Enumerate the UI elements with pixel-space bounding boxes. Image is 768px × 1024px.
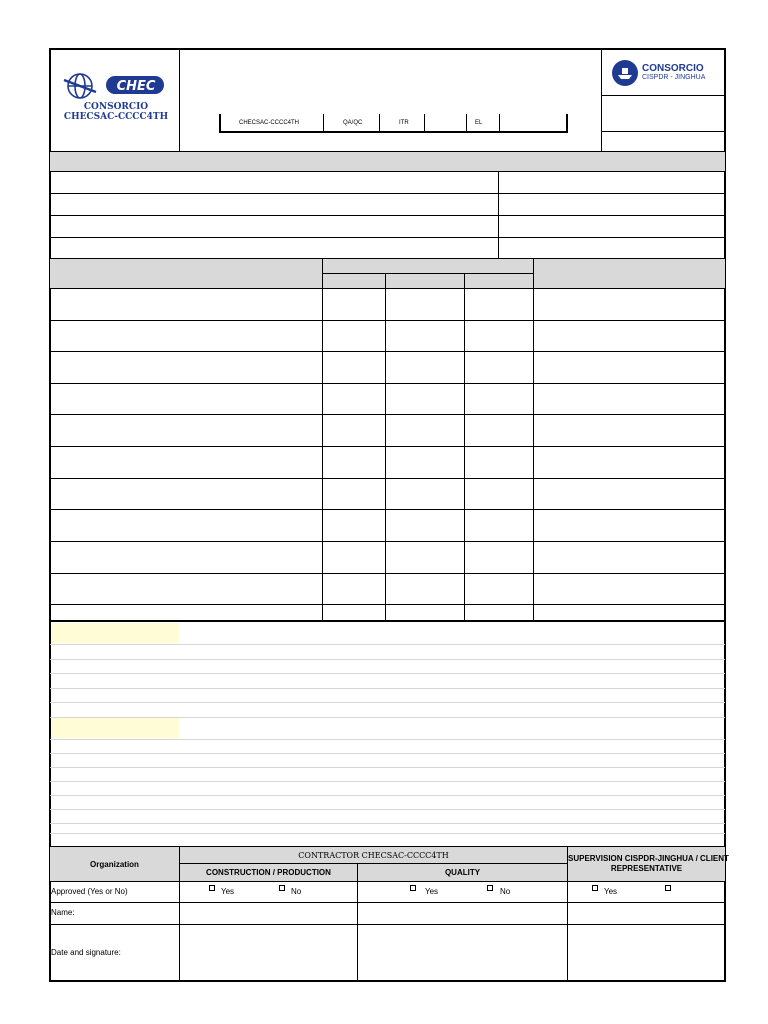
supervision-label-1: SUPERVISION CISPDR-JINGHUA / CLIENT: [568, 854, 729, 863]
code-cell-discipline: QA/QC: [343, 120, 363, 126]
construction-yes-checkbox[interactable]: [209, 885, 215, 891]
cispdr-sub: CISPDR - JINGHUA: [642, 74, 706, 81]
construction-yes-label: Yes: [221, 887, 235, 896]
ship-seal-icon: [610, 58, 640, 88]
comments-label-cell: [51, 623, 179, 643]
remarks-label-cell: [51, 718, 179, 738]
table-row: [49, 604, 726, 605]
contractor-title: CONTRACTOR CHECSAC-CCCC4TH: [298, 851, 449, 860]
quality-yes-checkbox[interactable]: [410, 885, 416, 891]
header-right-line-2: [601, 131, 726, 132]
code-cell-type: ITR: [399, 120, 409, 126]
table-row: [49, 446, 726, 447]
table-row: [49, 541, 726, 542]
cispdr-logo: [608, 56, 722, 90]
supervision-label-2: REPRESENTATIVE: [610, 864, 683, 873]
organization-label: Organization: [90, 860, 139, 869]
supervision-no-checkbox[interactable]: [665, 885, 671, 891]
table-row: [49, 509, 726, 510]
table-row: [49, 414, 726, 415]
header-right-line-1: [601, 95, 726, 96]
code-cell-project: CHECSAC-CCCC4TH: [239, 120, 300, 126]
table-row: [49, 320, 726, 321]
date-signature-label: Date and signature:: [51, 948, 121, 957]
code-cell-area: EL: [475, 120, 483, 126]
section-title-bar: [50, 152, 725, 171]
supervision-yes-label: Yes: [604, 887, 618, 896]
quality-yes-label: Yes: [425, 887, 439, 896]
construction-no-label: No: [291, 887, 302, 896]
checsac-logo: [58, 64, 174, 124]
approved-label: Approved (Yes or No): [51, 887, 128, 896]
code-strip: [219, 114, 568, 132]
table-row: [49, 383, 726, 384]
table-row: [49, 351, 726, 352]
logo-line1: CONSORCIO: [83, 102, 149, 112]
info-column-divider: [498, 171, 499, 259]
chec-brand-text: CHEC: [116, 79, 156, 94]
header-divider-right: [601, 48, 602, 152]
table-row: [49, 573, 726, 574]
header-divider-left: [179, 48, 180, 152]
quality-no-checkbox[interactable]: [487, 885, 493, 891]
quality-label: QUALITY: [444, 868, 481, 877]
table-row: [49, 478, 726, 479]
logo-line2: CHECSAC-CCCC4TH: [63, 112, 169, 122]
form-frame: [49, 48, 729, 982]
supervision-yes-checkbox[interactable]: [592, 885, 598, 891]
name-label: Name:: [51, 908, 75, 917]
cispdr-name: CONSORCIO: [642, 63, 704, 74]
construction-no-checkbox[interactable]: [279, 885, 285, 891]
construction-label: CONSTRUCTION / PRODUCTION: [206, 868, 331, 877]
quality-no-label: No: [500, 887, 511, 896]
